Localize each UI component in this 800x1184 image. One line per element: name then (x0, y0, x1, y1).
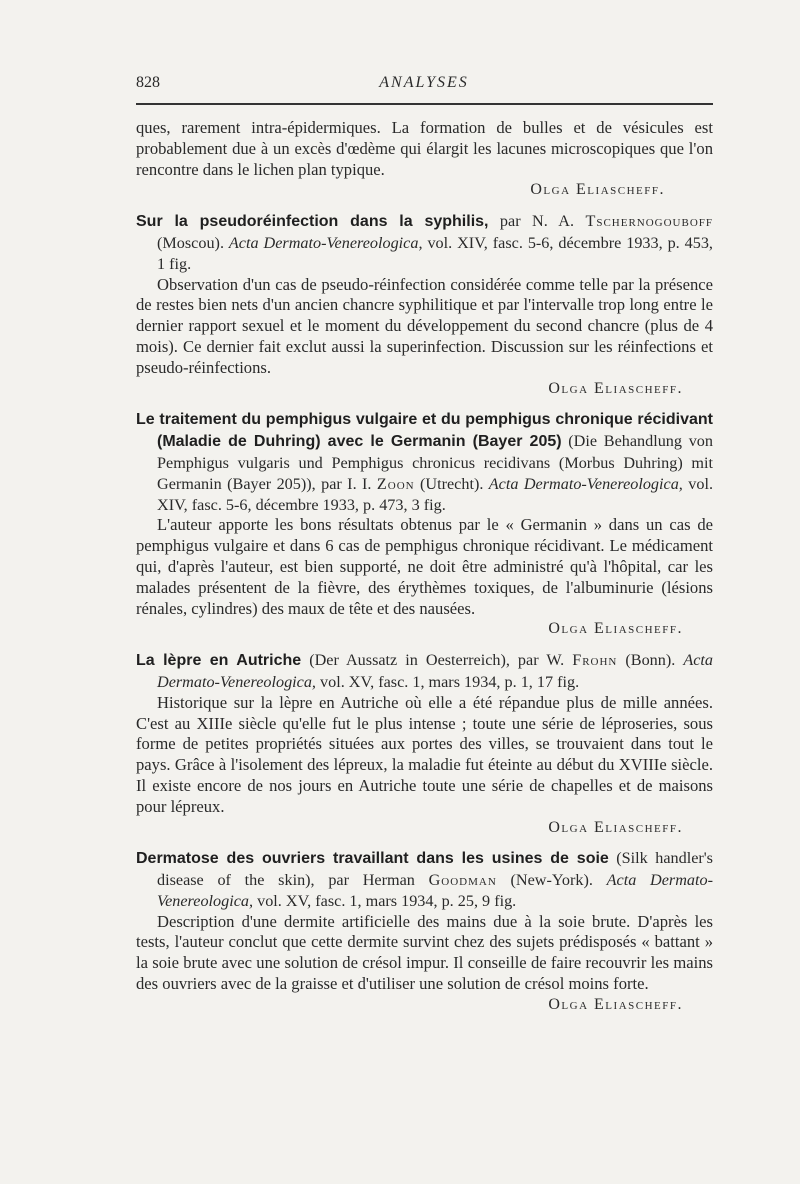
article-body (136, 515, 713, 619)
article-body-text: Description d'une dermite artificielle des mains due à la soie brute. D'après les tests, l'auteur conclut que cette dermite survint chez des sujets prédisposés « battant » la soie brute avec une solution de crésol impur. Il conseille de faire recouvrir les mains des ouvriers avec de la graisse et d'utiliser une solution de crésol moins forte. (136, 911, 713, 994)
article-title: Sur la pseudoréinfection dans la syphilis, (136, 213, 489, 231)
article-citation (136, 409, 713, 515)
article-journal: Acta Dermato-Venereologica, (157, 651, 714, 691)
running-head: ANALYSES (379, 74, 469, 91)
article-author: Zoon (376, 474, 415, 493)
article-byline: par N. A. (488, 212, 586, 231)
page-content (136, 118, 713, 1016)
article-3 (136, 650, 713, 838)
article-journal: Acta Dermato-Venereologica, (157, 871, 713, 910)
article-journal: Acta Dermato-Venereologica, (488, 474, 683, 493)
article-signature: Olga Eliascheff. (548, 995, 683, 1013)
article-title: La lèpre en Autriche (136, 652, 302, 670)
article-citation (136, 848, 713, 911)
page-header (136, 74, 712, 96)
article-affiliation: (Bonn). (617, 651, 684, 670)
article-affiliation: (Utrecht). (414, 474, 489, 493)
article-signature: Olga Eliascheff. (548, 818, 683, 836)
article-details: vol. XIV, fasc. 5-6, décembre 1933, p. 473, 3 fig. (157, 474, 713, 514)
article-byline: (Der Aussatz in Oesterreich), par W. (301, 651, 573, 670)
article-details: vol. XIV, fasc. 5-6, décembre 1933, p. 453, 1 fig. (157, 233, 713, 273)
article-affiliation: (New-York). (496, 871, 607, 890)
intro-text (136, 118, 713, 180)
header-rule (136, 103, 713, 105)
article-details: vol. XV, fasc. 1, mars 1934, p. 25, 9 fig. (253, 891, 517, 910)
article-affiliation: (Moscou). (157, 233, 229, 252)
article-title: Dermatose des ouvriers travaillant dans les usines de soie (136, 850, 609, 868)
article-2 (136, 409, 713, 640)
article-body-text: L'auteur apporte les bons résultats obtenus par le « Germanin » dans un cas de pemphigus vulgaire et dans 6 cas de pemphigus chronique récidivant. Le médicament qui, d'après l'auteur, est bien supporté, ne doit être administré qu'à l'hôpital, car les malades présentent de la fièvre, des érythèmes toxiques, de l'albuminurie (lésions rénales, cylindres) des maux de tête et des nausées. (136, 515, 713, 618)
article-citation (136, 211, 713, 274)
article-body (136, 275, 713, 379)
intro-signature: Olga Eliascheff. (530, 181, 665, 199)
article-signature: Olga Eliascheff. (548, 620, 683, 638)
article-body-text: Observation d'un cas de pseudo-réinfection considérée comme telle par la présence de restes bien nets d'un ancien chancre syphilitique et par l'intervalle trop long entre le dernier rapport sexuel et le moment du développement du second chancre (plus de 4 mois). Ce dernier fait exclut aussi la superinfection. Discussion sur les réinfections et pseudo-réinfections. (136, 274, 713, 377)
article-1 (136, 211, 713, 399)
article-citation (136, 650, 713, 693)
article-author: Frohn (572, 651, 618, 670)
article-byline: (Die Behandlung von Pemphigus vulgaris und Pemphigus chronicus recidivans (Morbus Duhring) mit Germanin (Bayer 205)), par I. I. (157, 432, 713, 493)
article-author: Tschernogouboff (585, 212, 714, 231)
article-signature: Olga Eliascheff. (548, 379, 683, 397)
intro-body: ques, rarement intra-épidermiques. La formation de bulles et de vésicules est probablement due à un excès d'œdème qui élargit les lacunes microscopiques que l'on rencontre dans le lichen plan typique. (136, 118, 713, 179)
article-4 (136, 848, 713, 1015)
article-body-text: Historique sur la lèpre en Autriche où elle a été répandue plus de mille années. C'est au XIIIe siècle qu'elle fut le plus intense ; toute une série de léproseries, sous forme de petites propriétés situées aux portes des villes, se trouvaient dans tout le pays. Grâce à l'isolement des lépreux, la maladie fut éteinte au début du XVIIIe siècle. Il existe encore de nos jours en Autriche toute une série de chapelles et de maisons pour lépreux. (136, 692, 713, 816)
article-title: Le traitement du pemphigus vulgaire et du pemphigus chronique récidivant (Maladie de Duhring) avec le Germanin (Bayer 205) (136, 411, 713, 451)
article-byline: (Silk handler's disease of the skin), par Herman (157, 849, 713, 890)
article-body (136, 693, 713, 818)
article-body (136, 912, 713, 995)
article-author: Goodman (428, 871, 497, 890)
page-number: 828 (136, 74, 160, 91)
article-journal: Acta Dermato-Venereologica, (228, 233, 423, 252)
article-details: vol. XV, fasc. 1, mars 1934, p. 1, 17 fig. (315, 672, 580, 691)
intro-paragraph (136, 118, 713, 201)
